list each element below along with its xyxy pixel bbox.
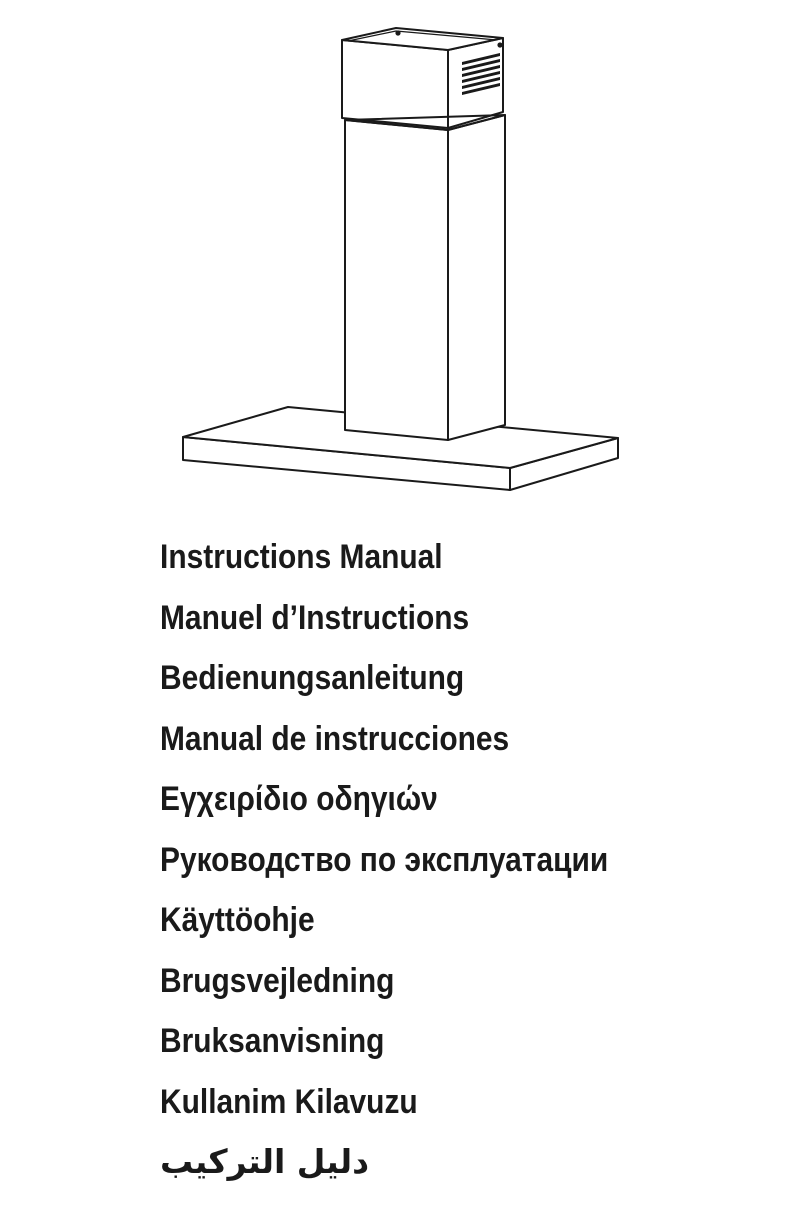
- lower-chimney-right-face: [448, 115, 505, 440]
- title-finnish: Käyttöohje: [160, 901, 315, 939]
- upper-chimney-left-face: [342, 40, 448, 128]
- title-russian: Руководство по эксплуатации: [160, 840, 609, 879]
- title-english: Instructions Manual: [160, 538, 443, 576]
- range-hood-icon: [0, 0, 808, 510]
- title-french: Manuel d’Instructions: [160, 598, 470, 637]
- title-danish: Brugsvejledning: [160, 961, 395, 1000]
- title-greek: Εγχειρίδιο οδηγιών: [160, 780, 438, 818]
- title-turkish: Kullanim Kilavuzu: [160, 1082, 418, 1121]
- title-swedish: Bruksanvisning: [160, 1022, 385, 1060]
- lower-chimney-left-face: [345, 120, 448, 440]
- title-german: Bedienungsanleitung: [160, 659, 465, 697]
- title-arabic: دليل التركيب: [160, 1142, 370, 1181]
- manual-title-list: [160, 527, 669, 1193]
- title-spanish: Manual de instrucciones: [160, 719, 510, 758]
